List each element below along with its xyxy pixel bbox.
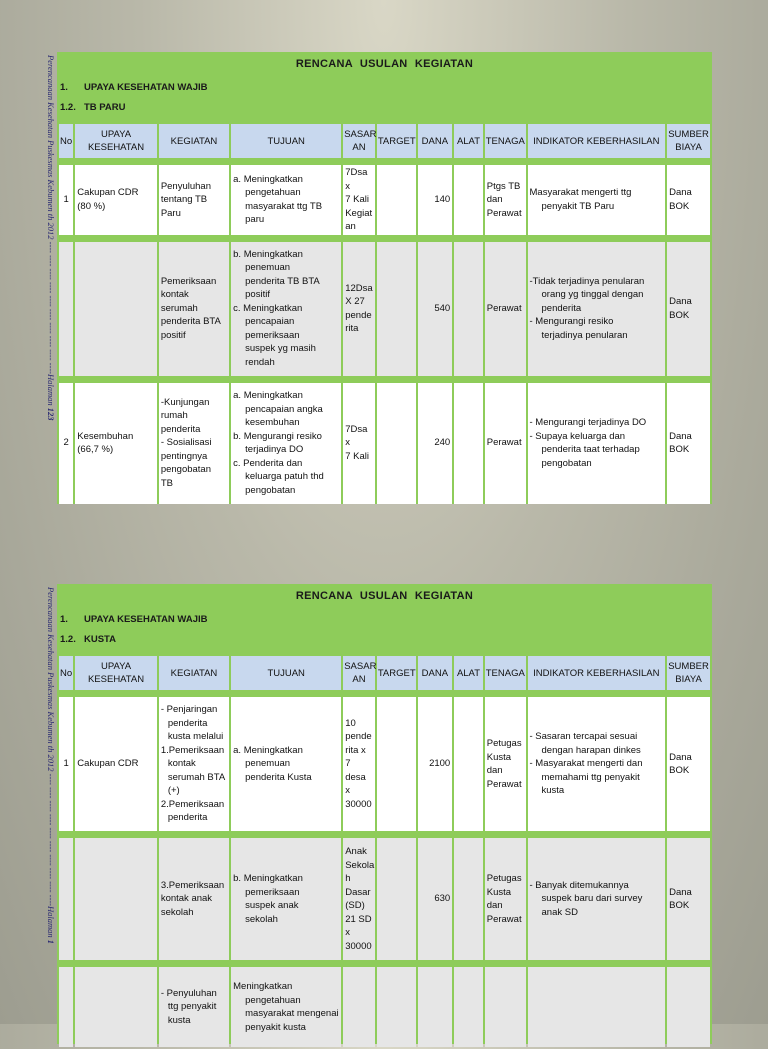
cell-kegiatan: -Kunjungan rumah penderita - Sosialisasi pentingnya pengobatan TB (159, 383, 229, 504)
cell-dana: 140 (418, 165, 453, 235)
cell-upaya (75, 967, 157, 1047)
cell-dana: 630 (418, 838, 453, 960)
col-sumber-header: SUMBER BIAYA (667, 656, 710, 690)
cell-no (59, 967, 73, 1047)
cell-kegiatan: - Penyuluhan ttg penyakit kusta (159, 967, 229, 1047)
col-kegiatan-header: KEGIATAN (159, 656, 229, 690)
col-indikator-header: INDIKATOR KEBERHASILAN (528, 656, 666, 690)
table-row (59, 838, 710, 960)
cell-tenaga (485, 967, 526, 1047)
table-row (59, 967, 710, 1047)
cell-tujuan: a. Meningkatkan pencapaian angka kesembuhan b. Mengurangi resiko terjadinya DO c. Penderita dan keluarga patuh thd pengobatan (231, 383, 341, 504)
subsection-heading: 1.2. KUSTA (60, 634, 117, 645)
cell-upaya: Kesembuhan (66,7 %) (75, 383, 157, 504)
cell-indikator (528, 967, 666, 1047)
side-caption: Perencanaan Kesehatan Puskesmas Kebumen th 2012 ---- ---- ---- ---- ---- ---- ---- ---- ---- ----Halaman 123 (46, 55, 56, 421)
col-tenaga-header: TENAGA (485, 656, 526, 690)
cell-no: 2 (59, 383, 73, 504)
col-sasaran-header: SASAR AN (343, 124, 375, 158)
cell-sumber: Dana BOK (667, 697, 710, 831)
cell-sumber: Dana BOK (667, 165, 710, 235)
col-upaya-header: UPAYA KESEHATAN (75, 656, 157, 690)
cell-dana: 240 (418, 383, 453, 504)
table-row (59, 383, 710, 504)
cell-indikator: - Banyak ditemukannya suspek baru dari survey anak SD (528, 838, 666, 960)
cell-dana: 540 (418, 242, 453, 376)
cell-sumber: Dana BOK (667, 383, 710, 504)
cell-sasaran (343, 967, 375, 1047)
col-target-header: TARGET (377, 656, 416, 690)
cell-sasaran: 7Dsa x 7 Kali Kegiat an (343, 165, 375, 235)
col-dana-header: DANA (418, 124, 453, 158)
table-body (59, 692, 710, 1047)
cell-dana: 2100 (418, 697, 453, 831)
cell-target (377, 383, 416, 504)
col-alat-header: ALAT (454, 656, 483, 690)
cell-sumber: Dana BOK (667, 838, 710, 960)
cell-tenaga: Petugas Kusta dan Perawat (485, 697, 526, 831)
cell-alat (454, 242, 483, 376)
cell-indikator: - Mengurangi terjadinya DO - Supaya keluarga dan penderita taat terhadap pengobatan (528, 383, 666, 504)
col-sasaran-header: SASAR AN (343, 656, 375, 690)
cell-tujuan: b. Meningkatkan pemeriksaan suspek anak sekolah (231, 838, 341, 960)
col-sumber-header: SUMBER BIAYA (667, 124, 710, 158)
cell-tujuan: a. Meningkatkan pengetahuan masyarakat ttg TB paru (231, 165, 341, 235)
col-no-header: No (59, 124, 73, 158)
cell-upaya: Cakupan CDR (80 %) (75, 165, 157, 235)
cell-upaya (75, 242, 157, 376)
cell-upaya (75, 838, 157, 960)
cell-alat (454, 967, 483, 1047)
cell-sasaran: 12Dsa X 27 pende rita (343, 242, 375, 376)
cell-tujuan: Meningkatkan pengetahuan masyarakat mengenai penyakit kusta (231, 967, 341, 1047)
table-row (59, 697, 710, 831)
cell-target (377, 697, 416, 831)
table-header (59, 124, 710, 158)
page-title: RENCANA USULAN KEGIATAN (295, 590, 474, 602)
cell-tujuan: b. Meningkatkan penemuan penderita TB BTA positif c. Meningkatkan pencapaian pemeriksaan suspek yg masih rendah (231, 242, 341, 376)
cell-sumber: Dana BOK (667, 242, 710, 376)
cell-alat (454, 838, 483, 960)
cell-no (59, 242, 73, 376)
section-heading: 1. UPAYA KESEHATAN WAJIB (60, 82, 208, 93)
cell-indikator: -Tidak terjadinya penularan orang yg tinggal dengan penderita - Mengurangi resiko terjadinya penularan (528, 242, 666, 376)
col-tenaga-header: TENAGA (485, 124, 526, 158)
col-tujuan-header: TUJUAN (231, 656, 341, 690)
activity-table (57, 122, 712, 506)
subsection-heading: 1.2. TB PARU (60, 102, 126, 113)
side-caption: Perencanaan Kesehatan Puskesmas Kebumen th 2012 ---- ---- ---- ---- ---- ---- ---- ---- ---- ----Halaman 1 (46, 587, 56, 945)
section-heading: 1. UPAYA KESEHATAN WAJIB (60, 614, 208, 625)
cell-tenaga: Perawat (485, 242, 526, 376)
cell-kegiatan: Pemeriksaan kontak serumah penderita BTA positif (159, 242, 229, 376)
cell-alat (454, 697, 483, 831)
cell-target (377, 165, 416, 235)
cell-tenaga: Ptgs TB dan Perawat (485, 165, 526, 235)
cell-indikator: - Sasaran tercapai sesuai dengan harapan dinkes - Masyarakat mengerti dan memahami ttg penyakit kusta (528, 697, 666, 831)
table-row (59, 165, 710, 235)
cell-tenaga: Petugas Kusta dan Perawat (485, 838, 526, 960)
col-indikator-header: INDIKATOR KEBERHASILAN (528, 124, 666, 158)
col-tujuan-header: TUJUAN (231, 124, 341, 158)
cell-no (59, 838, 73, 960)
activity-table (57, 654, 712, 1049)
cell-sasaran: Anak Sekola h Dasar (SD) 21 SD x 30000 (343, 838, 375, 960)
document-page-1 (57, 52, 712, 504)
table-row (59, 242, 710, 376)
cell-kegiatan: 3.Pemeriksaan kontak anak sekolah (159, 838, 229, 960)
cell-dana (418, 967, 453, 1047)
col-target-header: TARGET (377, 124, 416, 158)
cell-alat (454, 383, 483, 504)
document-page-2 (57, 584, 712, 1044)
col-no-header: No (59, 656, 73, 690)
cell-target (377, 967, 416, 1047)
col-dana-header: DANA (418, 656, 453, 690)
cell-upaya: Cakupan CDR (75, 697, 157, 831)
cell-sasaran: 10 pende rita x 7 desa x 30000 (343, 697, 375, 831)
cell-tenaga: Perawat (485, 383, 526, 504)
col-kegiatan-header: KEGIATAN (159, 124, 229, 158)
table-header (59, 656, 710, 690)
cell-target (377, 838, 416, 960)
cell-no: 1 (59, 165, 73, 235)
cell-no: 1 (59, 697, 73, 831)
cell-kegiatan: - Penjaringan penderita kusta melalui 1.Pemeriksaan kontak serumah BTA (+) 2.Pemeriksaan penderita (159, 697, 229, 831)
table-body (59, 160, 710, 504)
cell-tujuan: a. Meningkatkan penemuan penderita Kusta (231, 697, 341, 831)
cell-alat (454, 165, 483, 235)
cell-sumber (667, 967, 710, 1047)
page-title: RENCANA USULAN KEGIATAN (295, 58, 474, 70)
col-upaya-header: UPAYA KESEHATAN (75, 124, 157, 158)
col-alat-header: ALAT (454, 124, 483, 158)
cell-sasaran: 7Dsa x 7 Kali (343, 383, 375, 504)
cell-target (377, 242, 416, 376)
cell-indikator: Masyarakat mengerti ttg penyakit TB Paru (528, 165, 666, 235)
cell-kegiatan: Penyuluhan tentang TB Paru (159, 165, 229, 235)
